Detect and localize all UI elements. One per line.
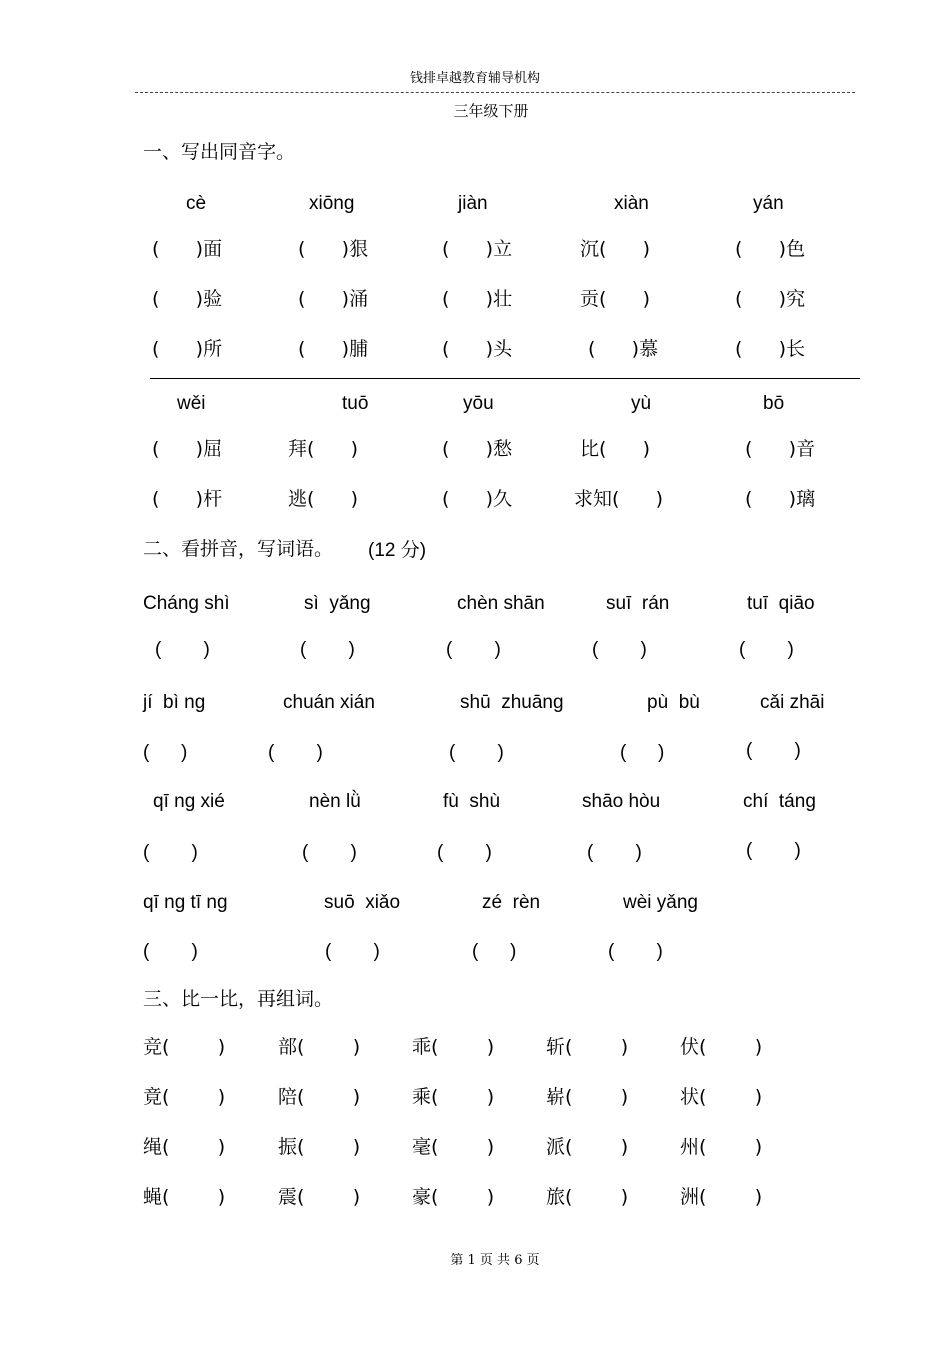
compare-blank[interactable]: 振( ) <box>278 1136 361 1158</box>
pinyin-label: tuō <box>342 393 369 414</box>
compare-blank[interactable]: 乖( ) <box>412 1036 495 1058</box>
compare-blank[interactable]: 乘( ) <box>412 1086 495 1108</box>
homophone-blank[interactable]: ( )脯 <box>298 338 369 360</box>
word-blank[interactable]: ( ) <box>325 941 380 962</box>
homophone-blank[interactable]: 逃( ) <box>288 488 359 510</box>
pinyin-label: bō <box>763 393 785 414</box>
pinyin-label: yán <box>753 193 784 214</box>
homophone-blank[interactable]: ( )涌 <box>298 288 369 310</box>
homophone-blank[interactable]: 沉( ) <box>580 238 651 260</box>
header-divider <box>135 92 855 93</box>
word-blank[interactable]: ( ) <box>268 742 323 763</box>
word-blank[interactable]: ( ) <box>302 842 357 863</box>
org-name: 钱排卓越教育辅导机构 <box>409 71 540 86</box>
word-blank[interactable]: ( ) <box>746 740 801 761</box>
homophone-blank[interactable]: 贡( ) <box>580 288 651 310</box>
pinyin-label: suō xiǎo <box>324 892 401 913</box>
pinyin-label: chèn shān <box>457 593 545 614</box>
pinyin-label: cè <box>186 193 207 214</box>
word-blank[interactable]: ( ) <box>746 840 801 861</box>
word-blank[interactable]: ( ) <box>587 842 642 863</box>
homophone-blank[interactable]: ( )色 <box>735 238 806 260</box>
homophone-blank[interactable]: ( )杆 <box>152 488 223 510</box>
word-blank[interactable]: ( ) <box>592 639 647 660</box>
homophone-blank[interactable]: ( )长 <box>735 338 806 360</box>
word-blank[interactable]: ( ) <box>472 941 517 962</box>
compare-blank[interactable]: 陪( ) <box>278 1086 361 1108</box>
homophone-blank[interactable]: 比( ) <box>580 438 651 460</box>
page-number: 第 1 页 共 6 页 <box>450 1253 540 1268</box>
compare-blank[interactable]: 毫( ) <box>412 1136 495 1158</box>
pinyin-label: nèn lǜ <box>309 791 361 812</box>
homophone-blank[interactable]: ( )音 <box>745 438 816 460</box>
compare-blank[interactable]: 斩( ) <box>546 1036 629 1058</box>
group-divider <box>150 378 860 379</box>
compare-blank[interactable]: 竟( ) <box>143 1086 226 1108</box>
compare-blank[interactable]: 州( ) <box>680 1136 763 1158</box>
homophone-blank[interactable]: ( )屈 <box>152 438 223 460</box>
pinyin-label: fù shù <box>443 791 501 812</box>
homophone-blank[interactable]: ( )面 <box>152 238 223 260</box>
homophone-blank[interactable]: ( )头 <box>442 338 513 360</box>
word-blank[interactable]: ( ) <box>449 742 504 763</box>
compare-blank[interactable]: 震( ) <box>278 1186 361 1208</box>
compare-blank[interactable]: 蝇( ) <box>143 1186 226 1208</box>
section2-score: (12 分) <box>368 540 427 561</box>
section2-heading: 二、看拼音，写词语。 <box>143 538 334 560</box>
homophone-blank[interactable]: ( )立 <box>442 238 513 260</box>
pinyin-label: sì yǎng <box>304 593 371 614</box>
pinyin-label: wèi yǎng <box>623 892 698 913</box>
pinyin-label: xiàn <box>614 193 649 214</box>
compare-blank[interactable]: 旅( ) <box>546 1186 629 1208</box>
pinyin-label: Cháng shì <box>143 593 230 614</box>
compare-blank[interactable]: 部( ) <box>278 1036 361 1058</box>
pinyin-label: chí táng <box>743 791 816 812</box>
compare-blank[interactable]: 洲( ) <box>680 1186 763 1208</box>
homophone-blank[interactable]: ( )所 <box>152 338 223 360</box>
homophone-blank[interactable]: ( )狠 <box>298 238 369 260</box>
word-blank[interactable]: ( ) <box>143 941 198 962</box>
homophone-blank[interactable]: 拜( ) <box>288 438 359 460</box>
pinyin-label: zé rèn <box>482 892 541 913</box>
pinyin-label: shāo hòu <box>582 791 661 812</box>
page-title: 三年级下册 <box>453 102 529 120</box>
word-blank[interactable]: ( ) <box>620 742 665 763</box>
homophone-blank[interactable]: ( )久 <box>442 488 513 510</box>
homophone-blank[interactable]: 求知( ) <box>574 488 664 510</box>
compare-blank[interactable]: 派( ) <box>546 1136 629 1158</box>
word-blank[interactable]: ( ) <box>437 842 492 863</box>
word-blank[interactable]: ( ) <box>608 941 663 962</box>
compare-blank[interactable]: 伏( ) <box>680 1036 763 1058</box>
homophone-blank[interactable]: ( )慕 <box>588 338 659 360</box>
pinyin-label: shū zhuāng <box>460 692 564 713</box>
section1-heading: 一、写出同音字。 <box>143 141 296 163</box>
word-blank[interactable]: ( ) <box>155 639 210 660</box>
pinyin-label: wěi <box>177 393 206 414</box>
word-blank[interactable]: ( ) <box>300 639 355 660</box>
compare-blank[interactable]: 绳( ) <box>143 1136 226 1158</box>
word-blank[interactable]: ( ) <box>143 842 198 863</box>
word-blank[interactable]: ( ) <box>143 742 188 763</box>
pinyin-label: tuī qiāo <box>747 593 815 614</box>
homophone-blank[interactable]: ( )验 <box>152 288 223 310</box>
homophone-blank[interactable]: ( )璃 <box>745 488 816 510</box>
compare-blank[interactable]: 豪( ) <box>412 1186 495 1208</box>
pinyin-label: cǎi zhāi <box>760 692 825 713</box>
pinyin-label: qī ng tī ng <box>143 892 228 913</box>
word-blank[interactable]: ( ) <box>446 639 501 660</box>
section3-heading: 三、比一比，再组词。 <box>143 988 334 1010</box>
pinyin-label: yōu <box>463 393 494 414</box>
pinyin-label: suī rán <box>606 593 670 614</box>
pinyin-label: chuán xián <box>283 692 375 713</box>
compare-blank[interactable]: 竞( ) <box>143 1036 226 1058</box>
homophone-blank[interactable]: ( )愁 <box>442 438 513 460</box>
pinyin-label: qī ng xié <box>153 791 225 812</box>
compare-blank[interactable]: 崭( ) <box>546 1086 629 1108</box>
pinyin-label: yù <box>631 393 652 414</box>
pinyin-label: jiàn <box>458 193 488 214</box>
compare-blank[interactable]: 状( ) <box>680 1086 763 1108</box>
homophone-blank[interactable]: ( )壮 <box>442 288 513 310</box>
homophone-blank[interactable]: ( )究 <box>735 288 806 310</box>
pinyin-label: pù bù <box>647 692 700 713</box>
pinyin-label: xiōng <box>309 193 355 214</box>
pinyin-label: jí bì ng <box>143 692 206 713</box>
word-blank[interactable]: ( ) <box>739 639 794 660</box>
